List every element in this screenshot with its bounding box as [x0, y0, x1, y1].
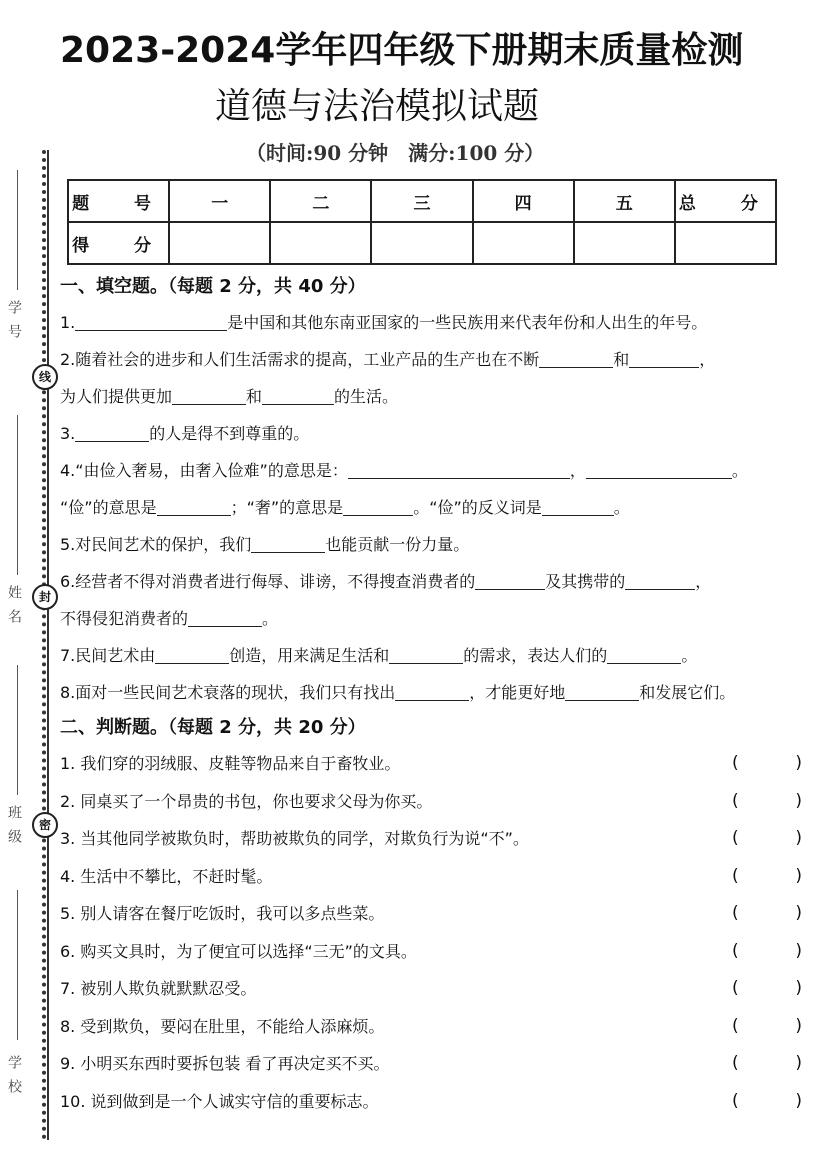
- question-text: 是中国和其他东南亚国家的一些民族用来代表年份和人出生的年号。: [227, 313, 708, 332]
- dotted-cut-line: [42, 150, 46, 1140]
- answer-blank[interactable]: [629, 349, 699, 368]
- paren-close: ): [795, 1090, 802, 1111]
- answer-parentheses[interactable]: [732, 1008, 802, 1046]
- paren-close: ): [795, 865, 802, 886]
- answer-parentheses[interactable]: [732, 783, 802, 821]
- name-line: [17, 415, 18, 575]
- question-5: [60, 526, 810, 563]
- question-6: [60, 563, 810, 600]
- section-fill-blank-heading: 一、填空题。（每题 2 分，共 40 分）: [60, 276, 366, 297]
- paren-open: (: [732, 790, 739, 811]
- school-label: 学校: [6, 1055, 22, 1103]
- answer-blank[interactable]: [75, 312, 227, 331]
- true-false-item: [60, 858, 810, 896]
- class-label: 班级: [6, 805, 22, 853]
- question-text: 对民间艺术的保护，我们: [75, 535, 252, 554]
- cell-question-number-label: 题 号: [68, 180, 169, 222]
- question-2-continued: [60, 378, 810, 415]
- true-false-item: [60, 933, 810, 971]
- paren-open: (: [732, 903, 739, 923]
- exam-time-score: （时间:90 分钟 满分:100 分）: [246, 141, 545, 165]
- question-number: 5.: [60, 535, 76, 554]
- answer-blank[interactable]: [75, 423, 149, 442]
- question-text: 创造，用来满足生活和: [229, 646, 390, 665]
- binding-line: [47, 150, 49, 1140]
- question-text: 。: [731, 461, 748, 480]
- paren-close: ): [795, 828, 802, 848]
- answer-blank[interactable]: [395, 682, 469, 701]
- question-text: 民间艺术由: [75, 646, 156, 665]
- question-number: 4.: [60, 461, 76, 480]
- question-3: [60, 415, 810, 452]
- answer-blank[interactable]: [188, 608, 262, 627]
- answer-parentheses[interactable]: [732, 895, 802, 933]
- paren-open: (: [732, 753, 739, 773]
- answer-parentheses[interactable]: [732, 1083, 802, 1121]
- score-table: [67, 179, 777, 265]
- question-text: ，: [569, 461, 586, 480]
- question-number: 3.: [60, 424, 76, 443]
- name-label: 姓名: [6, 585, 22, 633]
- answer-parentheses[interactable]: [732, 933, 802, 971]
- score-input-total[interactable]: [675, 222, 776, 264]
- question-4: [60, 452, 810, 489]
- answer-blank[interactable]: [262, 386, 334, 405]
- question-text: 和发展它们。: [639, 683, 736, 702]
- question-8: [60, 674, 810, 711]
- answer-parentheses[interactable]: [732, 820, 802, 858]
- question-text: ，: [699, 350, 716, 369]
- student-id-line: [17, 170, 18, 290]
- question-number: 2.: [60, 350, 76, 369]
- answer-blank[interactable]: [586, 460, 732, 479]
- true-false-question-text: 2. 同桌买了一个昂贵的书包，你也要求父母为你买。: [60, 791, 433, 811]
- true-false-item: [60, 783, 810, 821]
- binding-margin: [0, 150, 56, 1140]
- paren-open: (: [732, 1053, 739, 1073]
- true-false-item: [60, 1083, 810, 1121]
- true-false-item: [60, 970, 810, 1008]
- question-number: 8.: [60, 683, 76, 702]
- paren-close: ): [795, 1053, 802, 1073]
- score-table-header-row: [68, 180, 776, 222]
- true-false-question-text: 4. 生活中不攀比，不赶时髦。: [60, 866, 273, 886]
- paren-close: ): [795, 790, 802, 811]
- true-false-question-text: 8. 受到欺负，要闷在肚里，不能给人添麻烦。: [60, 1016, 385, 1036]
- true-false-item: [60, 820, 810, 858]
- answer-blank[interactable]: [348, 460, 570, 479]
- true-false-item: [60, 895, 810, 933]
- school-line: [17, 890, 18, 1040]
- question-text: 面对一些民间艺术衰落的现状，我们只有找出: [75, 683, 396, 702]
- paren-close: ): [795, 753, 802, 773]
- true-false-question-text: 1. 我们穿的羽绒服、皮鞋等物品来自于畜牧业。: [60, 754, 401, 773]
- paren-open: (: [732, 1015, 739, 1036]
- score-input-1[interactable]: [169, 222, 270, 264]
- question-number: 6.: [60, 572, 76, 591]
- exam-subject-title: 道德与法治模拟试题: [215, 86, 540, 127]
- answer-blank[interactable]: [172, 386, 246, 405]
- question-text: ，: [695, 572, 712, 591]
- seal-circle-feng: 封: [32, 584, 58, 610]
- answer-blank[interactable]: [565, 682, 639, 701]
- question-6-continued: [60, 600, 810, 637]
- paren-close: ): [795, 978, 802, 998]
- true-false-question-text: 7. 被别人欺负就默默忍受。: [60, 979, 257, 998]
- section-true-false-heading: 二、判断题。（每题 2 分，共 20 分）: [60, 717, 366, 738]
- question-text: 。“俭”的反义词是: [413, 498, 542, 517]
- answer-blank[interactable]: [542, 497, 614, 516]
- score-input-3[interactable]: [371, 222, 472, 264]
- question-text: 为人们提供更加: [60, 387, 173, 406]
- cell-score-label: 得 分: [68, 222, 169, 264]
- answer-parentheses[interactable]: [732, 745, 802, 783]
- question-4-continued: [60, 489, 810, 526]
- score-input-2[interactable]: [270, 222, 371, 264]
- paren-open: (: [732, 828, 739, 848]
- question-text: 的人是得不到尊重的。: [149, 424, 310, 443]
- cell-part-3: 三: [371, 180, 472, 222]
- score-input-4[interactable]: [473, 222, 574, 264]
- true-false-question-text: 5. 别人请客在餐厅吃饭时，我可以多点些菜。: [60, 904, 385, 923]
- answer-blank[interactable]: [251, 534, 325, 553]
- student-id-label: 学号: [6, 300, 22, 348]
- question-text: 及其携带的: [545, 572, 626, 591]
- answer-parentheses[interactable]: [732, 970, 802, 1008]
- question-text: 经营者不得对消费者进行侮辱、诽谤，不得搜查消费者的: [75, 572, 476, 591]
- true-false-item: [60, 745, 810, 783]
- seal-circle-xian: 线: [32, 364, 58, 390]
- question-text: 。: [262, 609, 279, 628]
- paren-open: (: [732, 1090, 739, 1111]
- exam-content: [60, 270, 810, 1120]
- answer-blank[interactable]: [625, 571, 695, 590]
- true-false-list: [60, 745, 810, 1120]
- question-number: 1.: [60, 313, 76, 332]
- paren-close: ): [795, 903, 802, 923]
- question-text: “由俭入奢易，由奢入俭难”的意思是：: [75, 461, 348, 480]
- cell-total-label: 总 分: [675, 180, 776, 222]
- question-7: [60, 637, 810, 674]
- cell-part-4: 四: [473, 180, 574, 222]
- question-text: 和: [613, 350, 630, 369]
- answer-blank[interactable]: [607, 645, 681, 664]
- question-text: 。: [681, 646, 698, 665]
- question-text: 的生活。: [334, 387, 399, 406]
- class-line: [17, 665, 18, 795]
- question-text: 。: [613, 498, 630, 517]
- true-false-question-text: 3. 当其他同学被欺负时，帮助被欺负的同学，对欺负行为说“不”。: [60, 829, 529, 848]
- answer-blank[interactable]: [343, 497, 413, 516]
- paren-open: (: [732, 978, 739, 998]
- question-1: [60, 304, 810, 341]
- cell-part-1: 一: [169, 180, 270, 222]
- true-false-question-text: 6. 购买文具时，为了便宜可以选择“三无”的文具。: [60, 941, 417, 961]
- true-false-question-text: 9. 小明买东西时要拆包装 看了再决定买不买。: [60, 1054, 390, 1073]
- paren-close: ): [795, 1015, 802, 1036]
- true-false-item: [60, 1045, 810, 1083]
- question-2: [60, 341, 810, 378]
- question-text: 不得侵犯消费者的: [60, 609, 189, 628]
- score-input-5[interactable]: [574, 222, 675, 264]
- true-false-item: [60, 1008, 810, 1046]
- answer-parentheses[interactable]: [732, 1045, 802, 1083]
- seal-circle-mi: 密: [32, 812, 58, 838]
- paren-close: ): [795, 940, 802, 961]
- cell-part-2: 二: [270, 180, 371, 222]
- question-number: 7.: [60, 646, 76, 665]
- answer-blank[interactable]: [157, 497, 231, 516]
- exam-title: 2023-2024学年四年级下册期末质量检测: [60, 30, 744, 71]
- paren-open: (: [732, 940, 739, 961]
- question-text: 的需求，表达人们的: [463, 646, 608, 665]
- answer-blank[interactable]: [539, 349, 613, 368]
- paren-open: (: [732, 865, 739, 886]
- answer-blank[interactable]: [475, 571, 545, 590]
- question-text: 随着社会的进步和人们生活需求的提高，工业产品的生产也在不断: [75, 350, 540, 369]
- question-text: 也能贡献一份力量。: [325, 535, 470, 554]
- question-text: 和: [246, 387, 263, 406]
- question-text: ，才能更好地: [469, 683, 566, 702]
- true-false-question-text: 10. 说到做到是一个人诚实守信的重要标志。: [60, 1091, 379, 1111]
- answer-blank[interactable]: [389, 645, 463, 664]
- answer-blank[interactable]: [155, 645, 229, 664]
- score-table-score-row: [68, 222, 776, 264]
- cell-part-5: 五: [574, 180, 675, 222]
- question-text: “俭”的意思是: [60, 498, 157, 517]
- question-text: ；“奢”的意思是: [230, 498, 344, 517]
- answer-parentheses[interactable]: [732, 858, 802, 896]
